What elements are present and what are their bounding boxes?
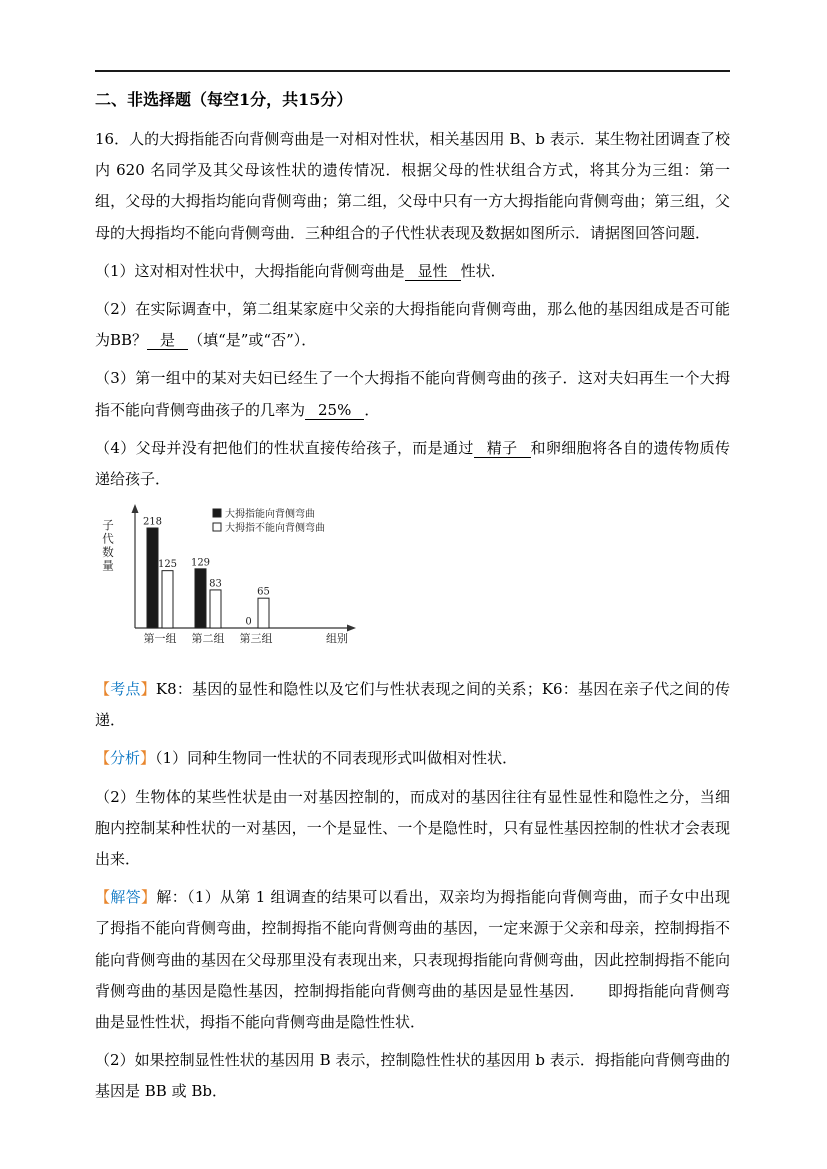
part-4-pre: （4）父母并没有把他们的性状直接传给孩子，而是通过 <box>95 438 474 457</box>
part-1-answer-blank: 显性 <box>405 262 461 281</box>
svg-text:大拇指不能向背侧弯曲: 大拇指不能向背侧弯曲 <box>225 523 325 535</box>
part-4-answer-blank: 精子 <box>474 439 531 458</box>
svg-text:第二组: 第二组 <box>191 632 225 646</box>
part-1-pre: （1）这对相对性状中，大拇指能向背侧弯曲是 <box>95 261 405 280</box>
part-2-pre: （2）在实际调查中，第二组某家庭中父亲的大拇指能向背侧弯曲，那么他的基因组成是否可能为BB？ <box>95 299 730 350</box>
part-3-answer-blank: 25% <box>305 401 364 420</box>
jieda-marker <box>95 888 156 906</box>
fenxi-marker <box>95 749 155 767</box>
jieda-text-2: （2）如果控制显性性状的基因用 B 表示，控制隐性性状的基因用 b 表示．拇指能向背侧弯曲的基因是 BB 或 Bb． <box>95 1051 730 1101</box>
jieda-bracket-open: 【 <box>95 888 111 907</box>
kaodian-label: 考点 <box>110 680 141 699</box>
fenxi-section-p2 <box>95 782 730 876</box>
part-1-post: 性状． <box>460 261 506 280</box>
jieda-bracket-close: 】 <box>141 888 157 907</box>
kaodian-text: K8：基因的显性和隐性以及它们与性状表现之间的关系；K6：基因在亲子代之间的传递． <box>95 680 730 730</box>
svg-text:子: 子 <box>102 518 114 533</box>
part-3-post: ． <box>364 400 380 419</box>
svg-text:量: 量 <box>102 558 114 573</box>
svg-text:代: 代 <box>102 531 114 546</box>
fenxi-bracket-open: 【 <box>95 749 111 768</box>
kaodian-marker <box>95 680 156 698</box>
part-2-post: （填“是”或“否”）． <box>188 331 317 350</box>
kaodian-bracket-close: 】 <box>140 680 156 699</box>
question-16-intro-text: 16．人的大拇指能否向背侧弯曲是一对相对性状，相关基因用 B、b 表示．某生物社团调查了校内 620 名同学及其父母该性状的遗传情况．根据父母的性状组合方式，将其分为三组：第一组，父母的大拇指均能向背侧弯曲；第二组，父母中只有一方大拇指能向背侧弯曲；第三组，父母的大拇指均不能向背侧弯曲．三种组合的子代性状表现及数据如图所示．请据图回答问题． <box>95 130 730 242</box>
offspring-bar-chart <box>95 502 730 662</box>
svg-text:83: 83 <box>209 578 222 590</box>
part-2-answer-blank: 是 <box>147 331 188 350</box>
fenxi-label: 分析 <box>110 749 141 768</box>
jieda-text-1: 解：（1）从第 1 组调查的结果可以看出，双亲均为拇指能向背侧弯曲，而子女中出现了拇指不能向背侧弯曲，控制拇指不能向背侧弯曲的基因，一定来源于父亲和母亲，控制拇指不能向背侧弯曲的基因在父母那里没有表现出来，只表现拇指能向背侧弯曲，因此控制拇指不能向背侧弯曲的基因是隐性基因，控制拇指能向背侧弯曲的基因是显性基因． 即拇指能向背侧弯曲是显性性状，拇指不能向背侧弯曲是隐性性状． <box>95 888 730 1031</box>
kaodian-bracket-open: 【 <box>95 680 111 699</box>
question-part-1 <box>95 256 730 287</box>
svg-text:125: 125 <box>157 559 178 571</box>
jieda-section-p1 <box>95 882 730 1038</box>
svg-text:第三组: 第三组 <box>239 632 273 646</box>
svg-text:218: 218 <box>142 516 163 528</box>
fenxi-text-1: （1）同种生物同一性状的不同表现形式叫做相对性状． <box>155 749 518 768</box>
fenxi-section-p1 <box>95 743 730 774</box>
question-part-3 <box>95 363 730 425</box>
svg-text:0: 0 <box>245 616 252 628</box>
section-heading: 二、非选择题（每空1分，共15分） <box>95 90 353 109</box>
svg-text:数: 数 <box>102 545 114 560</box>
svg-text:大拇指能向背侧弯曲: 大拇指能向背侧弯曲 <box>225 509 315 521</box>
jieda-section-p2 <box>95 1045 730 1107</box>
svg-text:组别: 组别 <box>326 632 348 646</box>
jieda-label: 解答 <box>110 888 142 907</box>
kaodian-section <box>95 674 730 736</box>
bar-chart-svg <box>95 502 375 662</box>
question-16-intro <box>95 124 730 249</box>
part-3-pre: （3）第一组中的某对夫妇已经生了一个大拇指不能向背侧弯曲的孩子．这对夫妇再生一个大拇指不能向背侧弯曲孩子的几率为 <box>95 369 730 419</box>
svg-text:第一组: 第一组 <box>143 632 177 646</box>
page-top-rule <box>95 70 730 72</box>
question-part-4 <box>95 433 730 495</box>
svg-text:129: 129 <box>190 557 211 569</box>
fenxi-text-2: （2）生物体的某些性状是由一对基因控制的，而成对的基因往往有显性显性和隐性之分，当细胞内控制某种性状的一对基因，一个是显性、一个是隐性时，只有显性基因控制的性状才会表现出来． <box>95 787 730 868</box>
svg-text:65: 65 <box>257 586 270 598</box>
fenxi-bracket-close: 】 <box>140 749 156 768</box>
part-4-post: 和卵细胞将各自的遗传物质传递给孩子． <box>95 438 730 488</box>
question-part-2 <box>95 294 730 356</box>
